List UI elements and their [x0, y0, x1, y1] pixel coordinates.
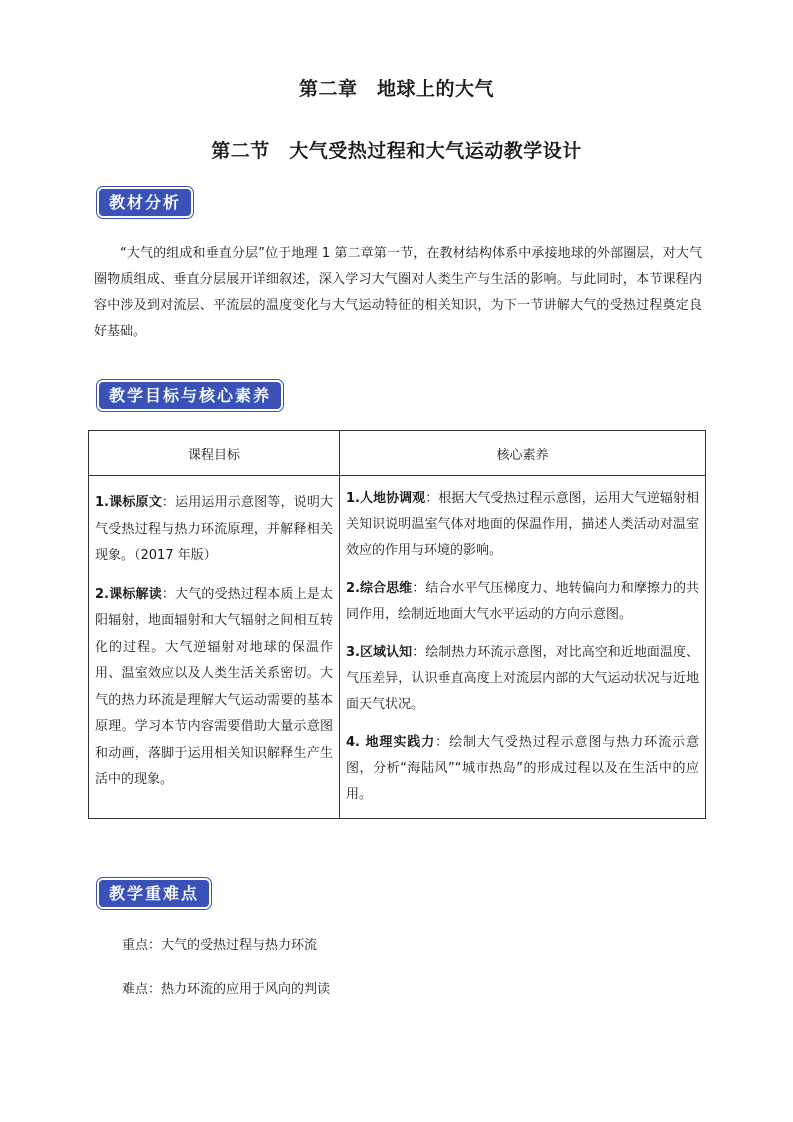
literacy-item	[346, 486, 699, 564]
literacy-text: ：绘制大气受热过程示意图与热力环流示意图，分析“海陆风”“城市热岛”的形成过程以及在生活中的应用。	[346, 735, 699, 802]
literacy-label: 1.人地协调观	[346, 491, 426, 506]
key-point: 重点：大气的受热过程与热力环流	[122, 938, 318, 953]
goal-text: ：大气的受热过程本质上是太阳辐射，地面辐射和大气辐射之间相互转化的过程。大气逆辐射对地球的保温作用、温室效应以及人类生活关系密切。大气的热力环流是理解大气运动需要的基本原理。学习本节内容需要借助大量示意图和动画，落脚于运用相关知识解释生产生活中的现象。	[95, 586, 333, 787]
literacy-item	[346, 730, 699, 808]
goal-item	[95, 582, 333, 794]
literacy-text: ：结合水平气压梯度力、地转偏向力和摩擦力的共同作用，绘制近地面大气水平运动的方向示意图。	[346, 581, 699, 622]
literacy-label: 4. 地理实践力	[346, 735, 436, 750]
literacy-text: ：绘制热力环流示意图，对比高空和近地面温度、气压差异，认识垂直高度上对流层内部的大气运动状况与近地面天气状况。	[346, 645, 699, 712]
table-header-row	[89, 431, 706, 476]
course-goals-cell	[89, 476, 340, 819]
literacy-item	[346, 576, 699, 628]
goal-text: ：运用运用示意图等，说明大气受热过程与热力环流原理，并解释相关现象。（2017 年版）	[95, 495, 333, 563]
literacy-label: 2.综合思维	[346, 581, 413, 596]
key-points-heading: 教学重难点	[97, 878, 211, 909]
goals-table	[88, 430, 706, 819]
chapter-title: 第二章 地球上的大气	[298, 78, 494, 100]
table-header-right: 核心素养	[340, 431, 706, 476]
difficult-point: 难点：热力环流的应用于风向的判读	[122, 982, 331, 997]
goal-item	[95, 490, 333, 570]
section-title: 第二节 大气受热过程和大气运动教学设计	[211, 140, 582, 162]
literacy-label: 3.区域认知	[346, 645, 413, 660]
table-header-left: 课程目标	[89, 431, 340, 476]
literacy-text: ：根据大气受热过程示意图，运用大气逆辐射相关知识说明温室气体对地面的保温作用，描述人类活动对温室效应的作用与环境的影响。	[346, 491, 699, 558]
table-row	[89, 476, 706, 819]
analysis-heading: 教材分析	[97, 187, 193, 218]
analysis-paragraph: “大气的组成和垂直分层”位于地理 1 第二章第一节，在教材结构体系中承接地球的外部圈层，对大气圈物质组成、垂直分层展开详细叙述，深入学习大气圈对人类生产与生活的影响。与此同时，本节课程内容中涉及到对流层、平流层的温度变化与大气运动特征的相关知识，为下一节讲解大气的受热过程奠定良好基础。	[94, 246, 702, 339]
goals-heading: 教学目标与核心素养	[97, 380, 283, 411]
core-literacy-cell	[340, 476, 706, 819]
literacy-item	[346, 640, 699, 718]
goal-label: 2.课标解读	[95, 586, 162, 602]
goal-label: 1.课标原文	[95, 495, 162, 510]
